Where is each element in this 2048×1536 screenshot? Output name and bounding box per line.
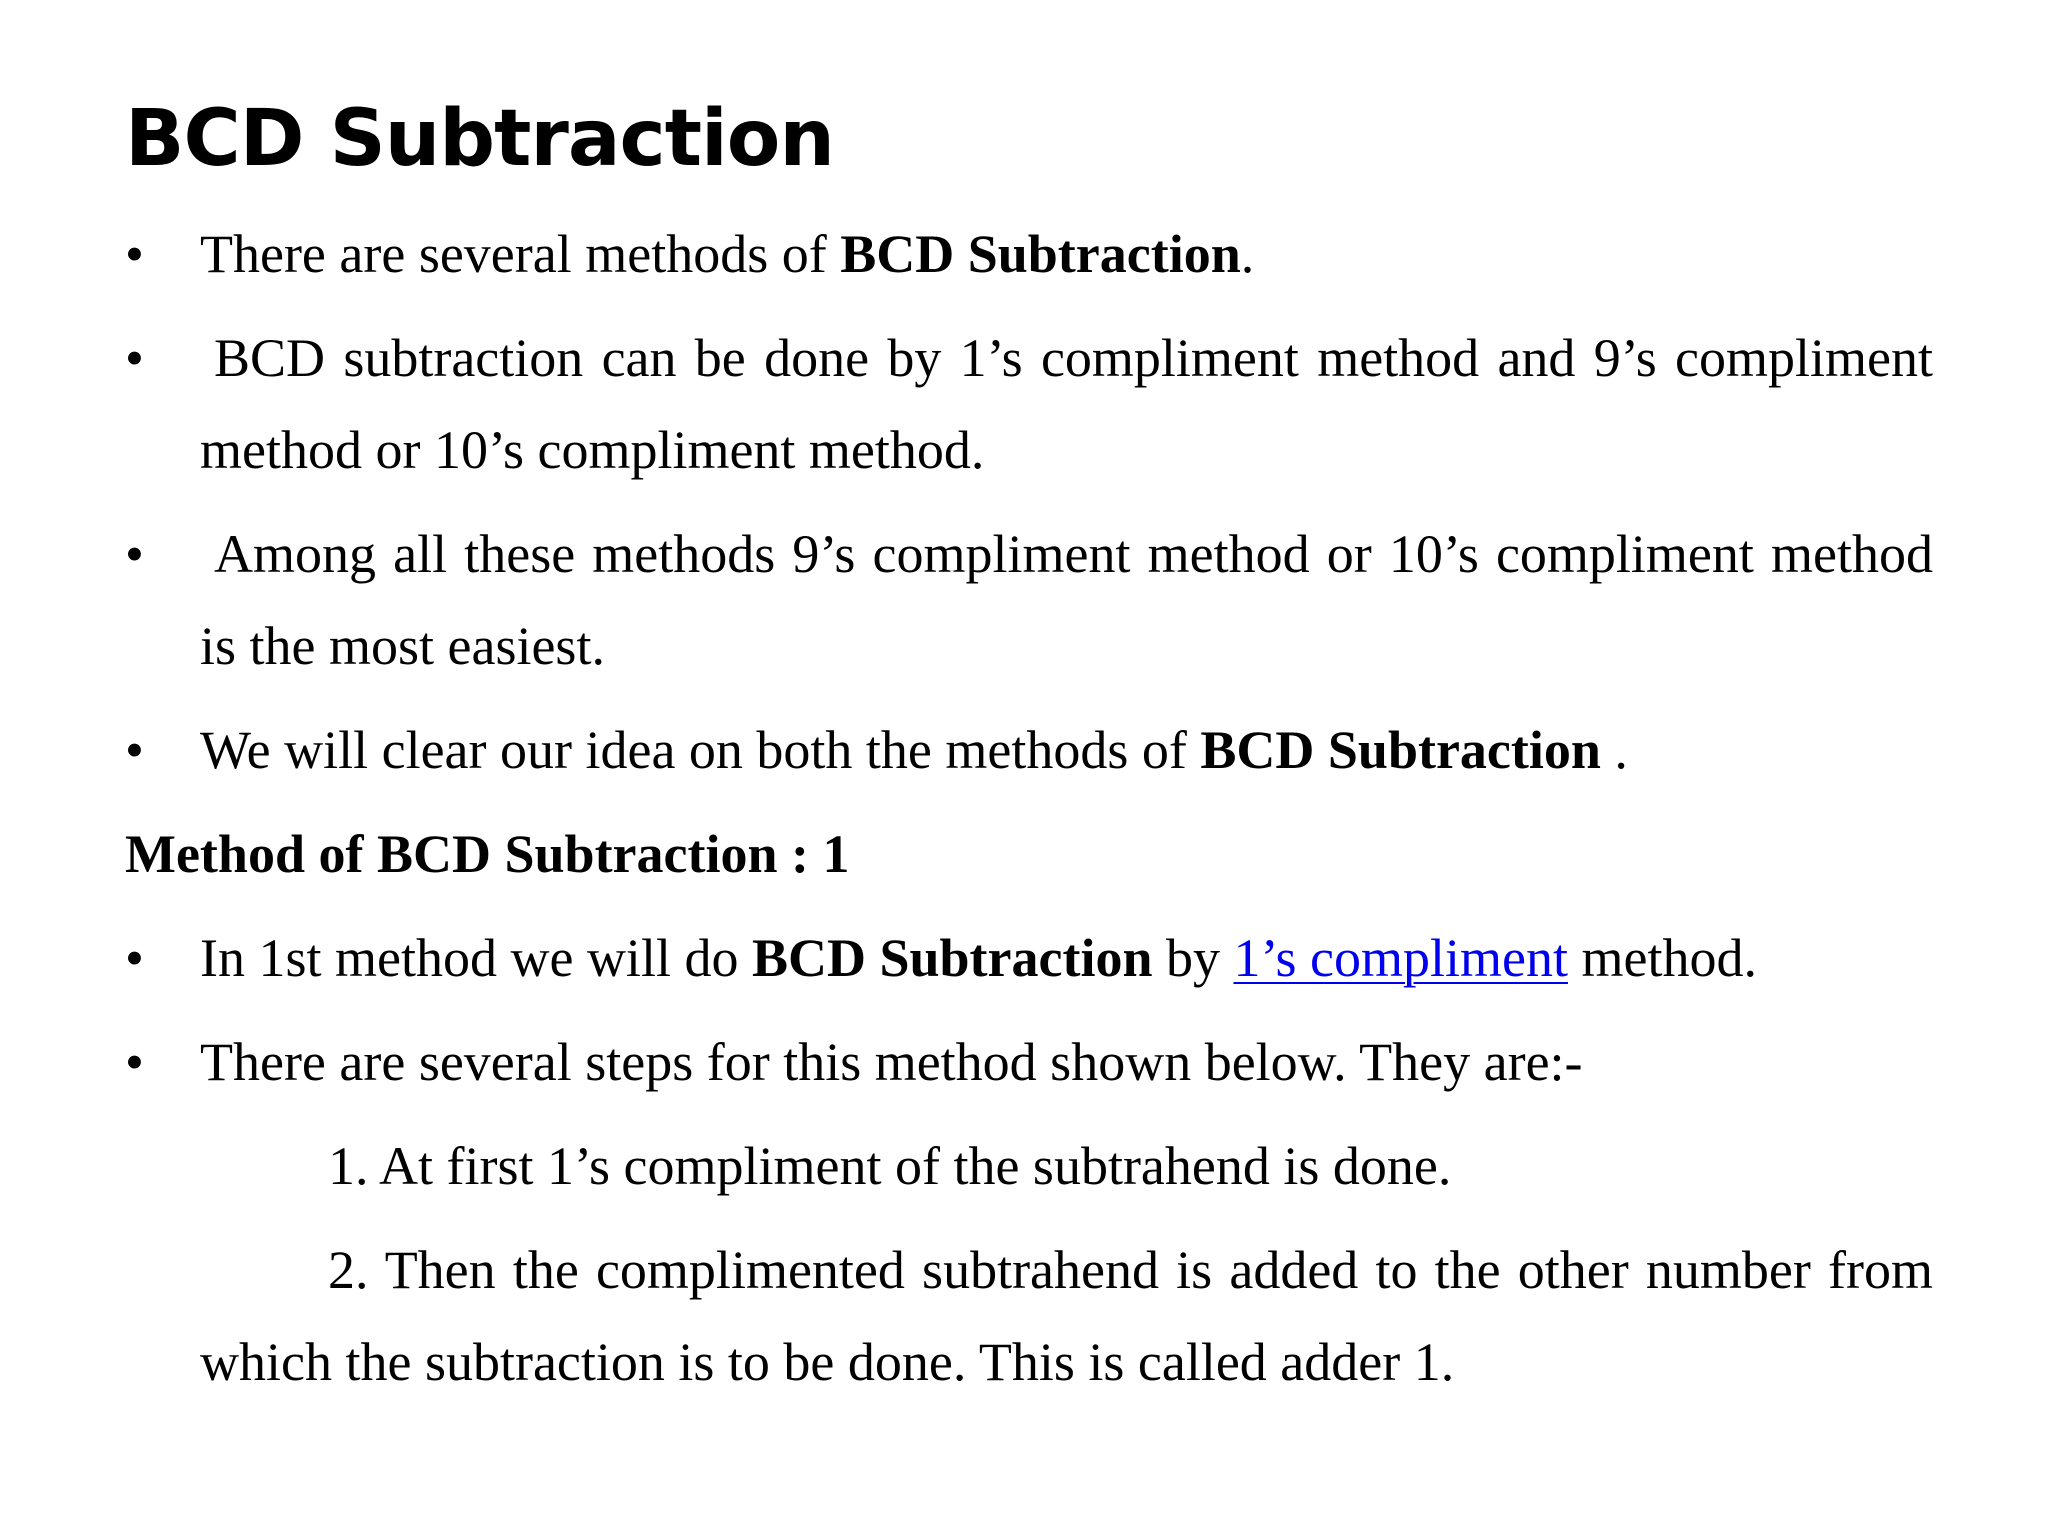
bullet-marker: •: [125, 328, 144, 388]
bullet-5-pre: In 1st method we will do: [200, 928, 752, 988]
bullet-4-post: .: [1600, 720, 1628, 780]
bullet-marker: •: [125, 928, 144, 988]
bullet-4-pre: We will clear our idea on both the methods of: [200, 720, 1201, 780]
bullet-1-bold: BCD Subtraction: [840, 224, 1241, 284]
page-title: BCD Subtraction: [125, 94, 834, 184]
step-2: 2. Then the complimented subtrahend is added to the other number from which the subtraction is to be done. This is called adder 1.: [200, 1240, 1933, 1392]
method-heading: Method of BCD Subtraction : 1: [125, 824, 850, 884]
bullet-5-bold: BCD Subtraction: [751, 928, 1153, 988]
bullet-5: [200, 912, 1933, 1004]
bullet-1-pre: There are several methods of: [200, 224, 841, 284]
bullet-marker: •: [125, 524, 144, 584]
ones-compliment-link[interactable]: 1’s compliment: [1233, 928, 1568, 988]
bullet-2: BCD subtraction can be done by 1’s compliment method and 9’s compliment method or 10’s compliment method.: [200, 328, 1933, 480]
bullet-5-post: method.: [1567, 928, 1757, 988]
bullet-4-bold: BCD Subtraction: [1200, 720, 1601, 780]
bullet-5-mid: by: [1152, 928, 1234, 988]
bullet-1-post: .: [1240, 224, 1255, 284]
bullet-6: There are several steps for this method shown below. They are:-: [200, 1032, 1583, 1092]
bullet-3: Among all these methods 9’s compliment method or 10’s compliment method is the most easiest.: [200, 524, 1933, 676]
bullet-marker: •: [125, 1032, 144, 1092]
bullet-marker: •: [125, 720, 144, 780]
step-1: 1. At first 1’s compliment of the subtrahend is done.: [328, 1136, 1452, 1196]
bullet-1: [200, 208, 1933, 300]
bullet-4: [200, 704, 1933, 796]
bullet-marker: •: [125, 224, 144, 284]
